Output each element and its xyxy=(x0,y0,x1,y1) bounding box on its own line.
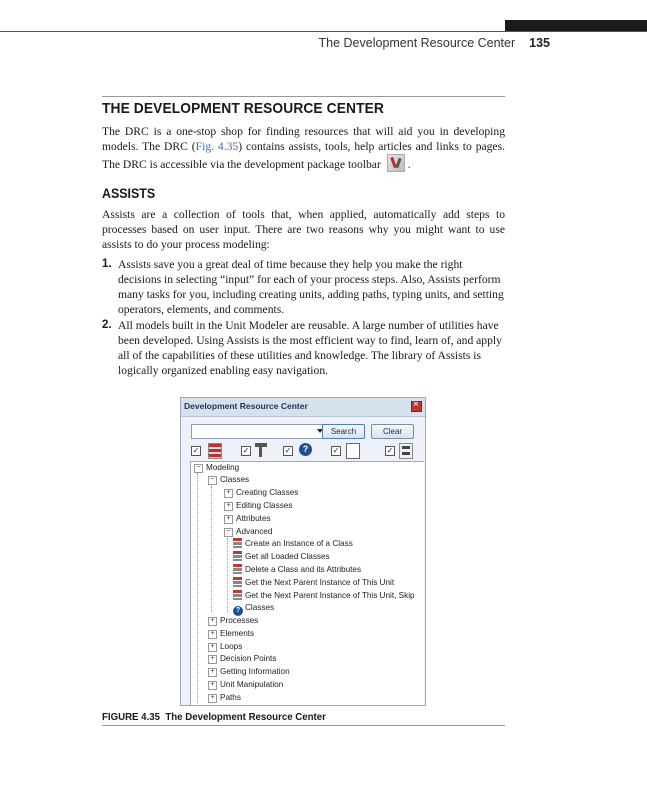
clear-button[interactable]: Clear xyxy=(371,424,414,439)
search-combo[interactable] xyxy=(191,424,327,439)
intro-end: . xyxy=(407,158,411,171)
tree-leaf-assist[interactable] xyxy=(233,551,330,563)
caption-rule xyxy=(102,725,505,726)
tree-leaf-assist[interactable] xyxy=(233,564,361,576)
tree-node-modeling[interactable]: − Modeling xyxy=(194,462,239,474)
filter-checkbox-links[interactable]: ✓ xyxy=(386,446,394,455)
tree-node-label: Advanced xyxy=(236,527,273,536)
running-head xyxy=(300,36,550,50)
tree-node-label: Elements xyxy=(220,629,255,638)
filter-toolbar xyxy=(191,443,421,459)
tree-node-label: Create an Instance of a Class xyxy=(245,539,353,548)
help-icon: ? xyxy=(233,606,243,616)
list-text: All models built in the Unit Modeler are reusable. A large number of utilities have been developed. Using Assists is the most efficient way to find, learn of, and apply all of the capabilities of these utilities and knowledge. The library of Assists is logically organized enabling easy navigation. xyxy=(118,319,502,377)
tree-node[interactable]: + Attributes xyxy=(224,513,271,525)
close-icon[interactable] xyxy=(411,401,422,412)
tree-guide xyxy=(211,486,212,612)
assist-icon xyxy=(233,590,242,600)
tree-guide xyxy=(227,538,228,612)
figure-caption xyxy=(102,711,326,723)
tree-node[interactable]: + Creating Classes xyxy=(224,487,298,499)
tree-node-label: Get the Next Parent Instance of This Unit xyxy=(245,578,395,587)
tree-node-label: Unit Manipulation xyxy=(220,680,284,689)
document-icon xyxy=(346,443,360,459)
filter-checkbox-assists[interactable]: ✓ xyxy=(192,446,200,455)
tree-node-label: Getting Information xyxy=(220,667,290,676)
tree-leaf-assist[interactable] xyxy=(233,577,394,589)
tree-node[interactable]: + Decision Points xyxy=(208,653,276,665)
tree-node-label: Delete a Class and its Attributes xyxy=(245,565,362,574)
figure-title: The Development Resource Center xyxy=(165,711,326,723)
assist-icon xyxy=(208,443,222,459)
assist-icon xyxy=(233,551,242,561)
assist-icon xyxy=(233,538,242,548)
tree-node-label: Paths xyxy=(220,693,241,702)
header-bar xyxy=(505,20,647,31)
resource-tree xyxy=(190,461,424,706)
tree-leaf-assist[interactable] xyxy=(233,538,353,550)
filter-checkbox-help[interactable]: ✓ xyxy=(284,446,292,455)
section-top-rule xyxy=(102,96,505,97)
tree-node[interactable]: + Getting Information xyxy=(208,666,290,678)
assists-paragraph: Assists are a collection of tools that, when applied, automatically add steps to processes based on user input. There are two reasons why you might want to use assists to do your process modeling: xyxy=(102,208,505,251)
tree-node[interactable]: + Unit Manipulation xyxy=(208,679,283,691)
tree-node-label: Processes xyxy=(220,616,259,625)
tree-node[interactable]: + Editing Classes xyxy=(224,500,292,512)
tree-node-label: Decision Points xyxy=(220,654,277,663)
header-rule xyxy=(0,31,647,32)
tree-leaf-assist[interactable] xyxy=(233,590,415,602)
filter-checkbox-pages[interactable]: ✓ xyxy=(332,446,340,455)
assist-icon xyxy=(233,564,242,574)
drc-window xyxy=(180,397,426,706)
figure-link[interactable]: Fig. 4.35 xyxy=(195,140,239,153)
tree-node-label: Modeling xyxy=(206,463,240,472)
figure-label: FIGURE 4.35 xyxy=(102,711,160,723)
tree-node[interactable]: + Processes xyxy=(208,615,258,627)
tree-guide xyxy=(197,473,198,703)
tree-node[interactable]: + Paths xyxy=(208,692,241,704)
reasons-list xyxy=(102,257,505,379)
tree-node-label: Get the Next Parent Instance of This Unit, Skip xyxy=(245,591,415,600)
tree-icon xyxy=(399,443,413,459)
tree-node-classes[interactable]: − Classes xyxy=(208,474,249,486)
assists-heading: ASSISTS xyxy=(102,186,156,201)
tree-node-label: Loops xyxy=(220,642,243,651)
running-head-title: The Development Resource Center xyxy=(318,36,516,50)
drc-toolbar-icon xyxy=(387,154,405,172)
page-number: 135 xyxy=(529,36,550,50)
tree-node-label: Attributes xyxy=(236,514,271,523)
tree-node-label: Creating Classes xyxy=(236,488,299,497)
tree-node[interactable]: + Loops xyxy=(208,641,242,653)
tree-node-label: Get all Loaded Classes xyxy=(245,552,330,561)
list-text: Assists save you a great deal of time because they help you make the right decisions in selecting “input” for each of your process steps. Also, Assists perform many tasks for you, including creating units, adding paths, typing units, and setting operators, elements, and comments. xyxy=(118,258,504,316)
list-number: 1. xyxy=(102,258,112,270)
section-title: THE DEVELOPMENT RESOURCE CENTER xyxy=(102,100,384,117)
filter-checkbox-tools[interactable]: ✓ xyxy=(242,446,250,455)
intro-text-2: ) contains assists, tools, help articles and links to pages. The DRC is accessible via the development package toolbar xyxy=(102,140,505,171)
tree-node-label: Classes xyxy=(220,475,250,484)
search-button[interactable]: Search xyxy=(322,424,365,439)
list-item xyxy=(102,257,505,317)
tree-node-label: Editing Classes xyxy=(236,501,293,510)
tree-node-label: Classes xyxy=(245,603,275,612)
window-titlebar xyxy=(181,398,425,417)
tree-node[interactable]: + Elements xyxy=(208,628,254,640)
window-title: Development Resource Center xyxy=(184,401,308,411)
intro-paragraph xyxy=(102,124,505,172)
hammer-icon xyxy=(255,443,267,457)
list-number: 2. xyxy=(102,319,112,331)
list-item xyxy=(102,318,505,378)
tree-node-advanced[interactable]: − Advanced xyxy=(224,526,272,538)
assist-icon xyxy=(233,577,242,587)
tree-leaf-help[interactable] xyxy=(233,602,274,614)
help-icon: ? xyxy=(299,443,312,456)
intro-text-1: The DRC is a one-stop shop for finding resources that will aid you in developing models. The DRC ( xyxy=(102,125,505,153)
